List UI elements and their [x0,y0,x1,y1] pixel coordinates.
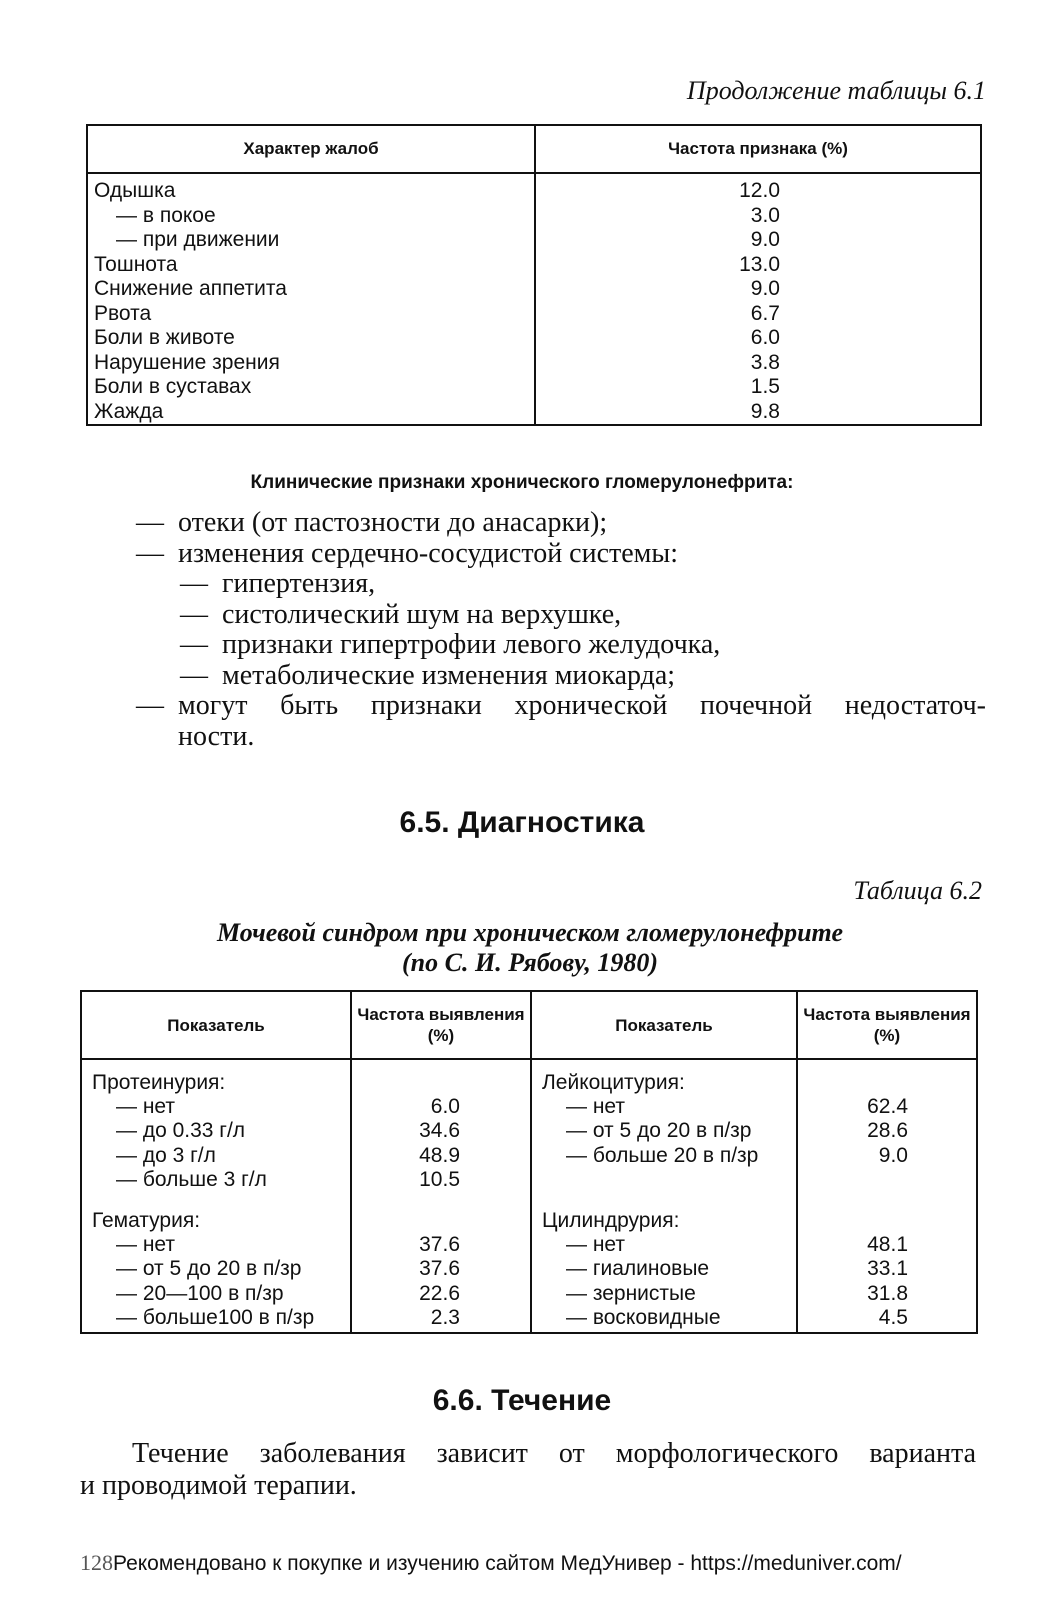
section-heading-course: 6.6. Течение [432,1384,612,1417]
table-row-value: 9.0 [750,277,780,300]
table-row-value: 28.6 [867,1119,908,1143]
table-row-value: 37.6 [419,1233,460,1257]
section-heading-diagnostics: 6.5. Диагностика [399,806,645,839]
table-row-value: 6.0 [750,326,780,349]
table-row-value: 12.0 [739,179,780,202]
page-number: 128 [80,1550,113,1575]
table-row-value: 31.8 [867,1281,908,1305]
header-indicator-left: Показатель [82,992,352,1058]
table-row-label: — больше100 в п/зр [116,1305,315,1329]
table-row-value: 9.0 [878,1143,908,1167]
table-row-label: Боли в суставах [94,375,252,398]
header-frequency: Частота признака (%) [668,139,848,158]
complaints-table-header [88,126,980,174]
table-row-value: 6.7 [750,301,780,325]
right-indicators-column [532,1060,798,1334]
table-title: Мочевой синдром при хроническом гломерулонефрите (по С. И. Рябову, 1980) [217,918,843,977]
table-row-label: — в покое [116,203,216,227]
course-paragraph: Течение заболевания зависит от морфологического варианта и проводимой терапии. [80,1438,976,1501]
table-row-label: — нет [566,1233,626,1257]
complaint-labels-column [88,174,536,426]
table-row-value: 2.3 [430,1305,460,1329]
table-row-label: — до 0.33 г/л [116,1119,246,1143]
group-label: Лейкоцитурия: [542,1071,685,1094]
table-row-value: 13.0 [739,252,780,276]
table-row-value: 6.0 [430,1095,460,1119]
table-row-label: — гиалиновые [566,1257,710,1281]
list-item: — систолический шум на верхушке, [180,598,622,630]
table-row-label: Нарушение зрения [94,350,280,374]
table-number: Таблица 6.2 [853,876,982,905]
table-row-label: Снижение аппетита [94,277,287,300]
group-label: Протеинурия: [92,1071,226,1094]
table-row-value: 1.5 [750,375,780,398]
frequency-values-column [536,174,980,426]
table-row-label: — до 3 г/л [116,1143,216,1167]
group-label: Цилиндрурия: [542,1208,680,1232]
table-header [82,992,976,1060]
table-row-label: — 20—100 в п/зр [116,1281,284,1305]
table-row-value: 9.0 [750,228,780,251]
list-item-continuation: ности. [178,720,255,752]
right-values-column [798,1060,976,1334]
table-row-label: — нет [116,1095,176,1119]
clinical-signs-heading: Клинические признаки хронического гломерулонефрита: [250,472,794,493]
table-row-value: 3.8 [750,350,780,374]
table-row-label: Жажда [94,399,164,423]
left-indicators-column [82,1060,352,1334]
table-row-label: — больше 3 г/л [116,1167,267,1191]
table-row-label: — зернистые [566,1281,696,1305]
table-row-label: — при движении [116,228,280,251]
table-row-value: 22.6 [419,1281,460,1305]
footer-link-text[interactable]: Рекомендовано к покупке и изучению сайтом МедУнивер - https://meduniver.com/ [113,1552,902,1575]
group-label: Гематурия: [92,1208,201,1232]
table-row-value: 9.8 [750,399,780,423]
header-indicator-right: Показатель [532,992,798,1058]
continuation-caption: Продолжение таблицы 6.1 [686,76,986,105]
table-row-value: 34.6 [419,1119,460,1143]
table-row-value: 10.5 [419,1167,460,1191]
table-row-label: — больше 20 в п/зр [566,1143,759,1167]
table-row-label: — восковидные [566,1305,721,1329]
table-row-label: Рвота [94,301,152,325]
list-item: — метаболические изменения миокарда; [180,659,676,691]
table-row-label: Тошнота [94,252,178,276]
table-row-value: 48.1 [867,1233,908,1257]
table-row-label: — от 5 до 20 в п/зр [566,1119,752,1143]
table-row-label: Боли в животе [94,326,235,349]
list-item: — могут быть признаки хронической почечной недостаточ- [136,690,986,721]
list-item: — отеки (от пастозности до анасарки); [136,507,608,538]
header-frequency-right: Частота выявления (%) [803,1005,971,1045]
table-row-label: — нет [566,1095,626,1119]
table-row-value: 4.5 [878,1305,908,1329]
table-row-value: 3.0 [750,203,780,227]
table-row-value: 33.1 [867,1257,908,1281]
list-item: — гипертензия, [180,568,376,599]
table-row-value: 48.9 [419,1143,460,1167]
left-values-column [352,1060,532,1334]
table-row-label: Одышка [94,179,176,202]
clinical-signs-list [136,508,986,752]
table-row-value: 37.6 [419,1257,460,1281]
list-item: — изменения сердечно-сосудистой системы: [136,537,678,569]
urinary-syndrome-table [80,990,978,1334]
header-frequency-left: Частота выявления (%) [352,992,532,1058]
list-item: — признаки гипертрофии левого желудочка, [180,629,721,660]
table-row-label: — от 5 до 20 в п/зр [116,1257,302,1281]
table-row-value: 62.4 [867,1095,908,1119]
complaints-table [86,124,982,426]
page-footer [80,1550,902,1576]
header-complaint: Характер жалоб [88,126,536,172]
table-row-label: — нет [116,1233,176,1257]
